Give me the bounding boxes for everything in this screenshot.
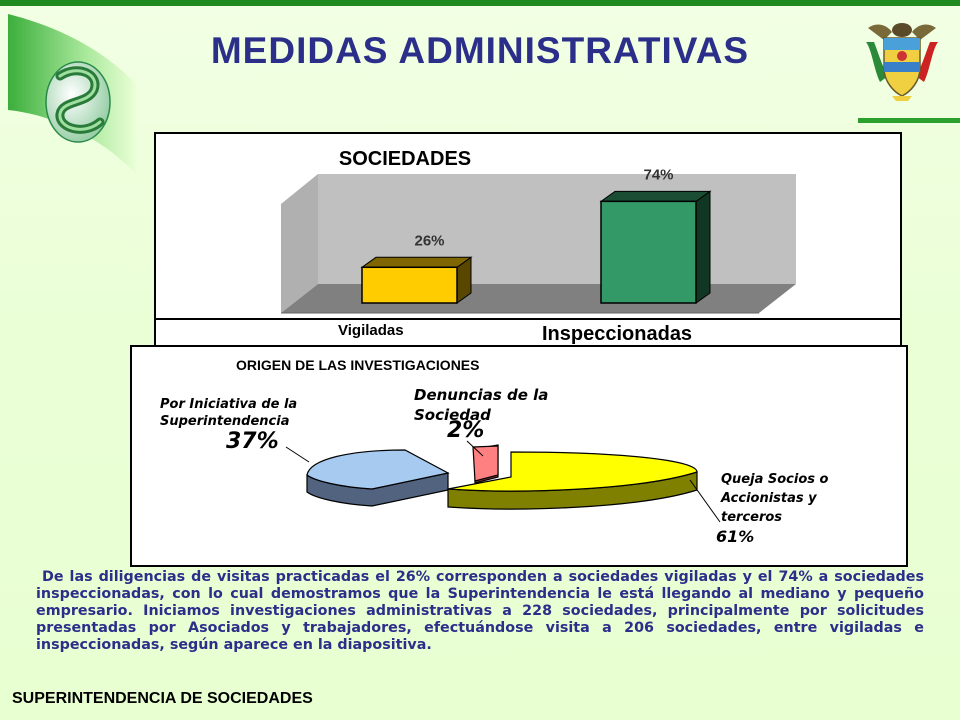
pie-label-superintendencia: Por Iniciativa de la Superintendencia <box>160 397 298 429</box>
pie-chart-title: ORIGEN DE LAS INVESTIGACIONES <box>236 357 480 373</box>
pie-slice-denuncias <box>473 446 498 481</box>
bar-category-label-vigiladas: Vigiladas <box>338 322 404 339</box>
bar-data-label-vigiladas: 26% <box>414 232 445 250</box>
pie-label-denuncias: Denuncias de la Sociedad <box>414 386 549 424</box>
page-title: MEDIDAS ADMINISTRATIVAS <box>210 30 750 71</box>
pie-value-superintendencia: 37% <box>226 429 279 454</box>
summary-paragraph: De las diligencias de visitas practicadas el 26% corresponden a sociedades vigiladas y el 74% a sociedades inspeccionadas, con lo cual demostramos que la Superintendencia le está llegando al mediano y pequeño empresario. Iniciamos investigaciones administrativas a 228 sociedades, principalmente por solicitudes presentadas por Asociados y trabajadores, efectuándose visita a 206 sociedades, entre vigiladas e inspeccionadas, según aparece en la diapositiva. <box>36 569 924 653</box>
leader-line-queja <box>690 480 720 522</box>
pie-value-queja: 61% <box>716 527 755 546</box>
bar-category-label-inspeccionadas: Inspeccionadas <box>542 323 693 345</box>
bar-data-label-inspeccionadas: 74% <box>643 166 674 184</box>
bar-chart-title: SOCIEDADES <box>338 148 472 170</box>
leader-line-superintendencia <box>286 447 309 462</box>
pie-label-queja: Queja Socios o Accionistas y terceros <box>721 472 829 525</box>
footer-organization-name: SUPERINTENDENCIA DE SOCIEDADES <box>12 690 313 707</box>
pie-value-denuncias: 2% <box>447 418 485 443</box>
